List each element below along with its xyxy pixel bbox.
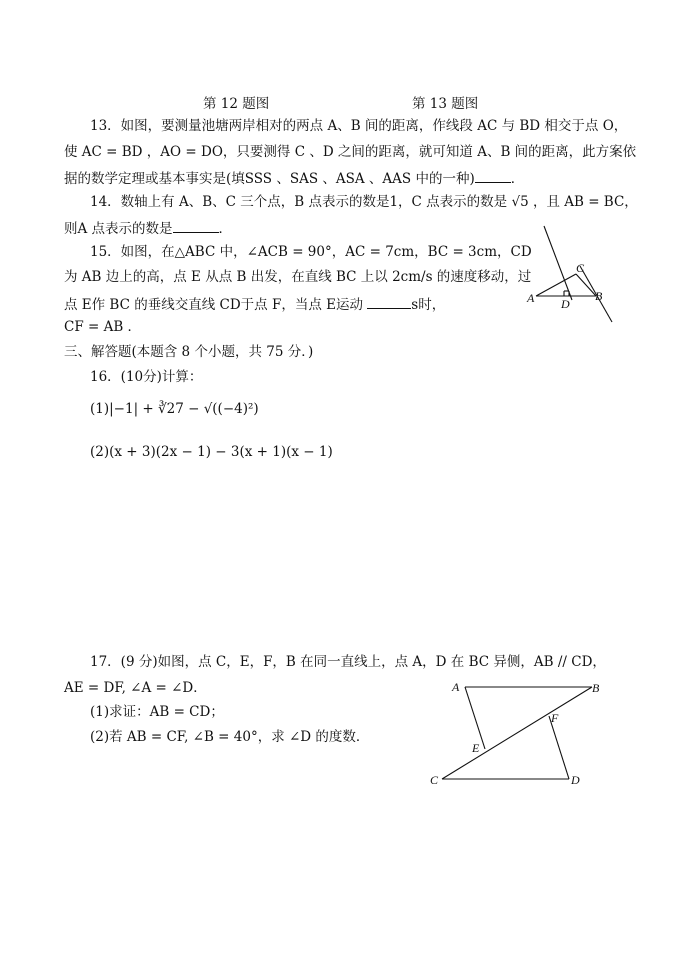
q14-line2: [64, 218, 232, 238]
q15-figure: [520, 222, 620, 324]
q15-answer-blank[interactable]: [367, 294, 411, 309]
q15-line3: [64, 294, 445, 314]
q15-label-c: C: [576, 261, 585, 275]
q13-line3: [64, 168, 524, 188]
q14-line1: 14．数轴上有 A、B、C 三个点，B 点表示的数是1，C 点表示的数是 √5 ，且 AB = BC，: [90, 194, 638, 210]
q13-line1: 13．如图，要测量池塘两岸相对的两点 A、B 间的距离，作线段 AC 与 BD 相交于点 O，: [90, 118, 628, 134]
q17-label-e: E: [472, 741, 480, 755]
q17-label-f: F: [551, 711, 559, 725]
q17-label-a: A: [452, 680, 460, 694]
q14-answer-blank[interactable]: [173, 218, 219, 233]
q13-answer-blank[interactable]: [475, 168, 511, 183]
q15-line4: CF = AB ．: [64, 319, 142, 335]
q17-segment-fd: [549, 716, 569, 779]
q15-line1: 15．如图，在△ABC 中，∠ACB = 90°，AC = 7cm，BC = 3cm，CD: [90, 244, 532, 260]
q15-label-a: A: [527, 291, 535, 305]
q15-line3-text: 点 E作 BC 的垂线交直线 CD于点 F，当点 E运动: [64, 297, 363, 313]
q15-line3-mid: s时，: [411, 297, 446, 313]
q15-segment-ac: [536, 274, 576, 296]
q17-part2: (2)若 AB = CF, ∠B = 40°，求 ∠D 的度数．: [90, 729, 370, 745]
fig12-caption: 第 12 题图: [203, 96, 270, 112]
q14-line2-end: ．: [218, 221, 233, 237]
q17-segment-cb: [442, 687, 592, 779]
q15-label-b: B: [595, 289, 603, 303]
q15-line2: 为 AB 边上的高，点 E 从点 B 出发，在直线 BC 上以 2cm/s 的速度移动，过: [64, 269, 532, 285]
q16-part1: (1)|−1| + ∛27 − √((−4)²): [90, 401, 259, 417]
q17-label-d: D: [571, 773, 580, 787]
q17-part1: (1)求证：AB = CD；: [90, 704, 224, 720]
q13-line2: 使 AC = BD ，AO = DO，只要测得 C 、D 之间的距离，就可知道 A、B 间的距离，此方案依: [64, 144, 637, 160]
q16-title: 16．(10分)计算：: [90, 369, 203, 385]
q17-line2: AE = DF, ∠A = ∠D．: [64, 680, 207, 696]
q16-part2: (2)(x + 3)(2x − 1) − 3(x + 1)(x − 1): [90, 444, 333, 460]
section3-heading: 三、解答题(本题含 8 个小题，共 75 分．): [64, 344, 314, 360]
q17-label-c: C: [430, 773, 439, 787]
q17-label-b: B: [592, 681, 600, 695]
q15-label-d: D: [561, 297, 570, 311]
q14-line2-text: 则A 点表示的数是: [64, 221, 173, 237]
q17-figure: [425, 676, 605, 790]
q13-line3-end: ．: [510, 171, 525, 187]
q13-line3-text: 据的数学定理或基本事实是(填SSS 、SAS 、ASA 、AAS 中的一种): [64, 171, 475, 187]
q17-segment-ae: [465, 687, 485, 749]
q17-line1: 17．(9 分)如图，点 C，E，F，B 在同一直线上，点 A，D 在 BC 异侧，AB // CD，: [90, 654, 606, 670]
fig13-caption: 第 13 题图: [412, 96, 479, 112]
